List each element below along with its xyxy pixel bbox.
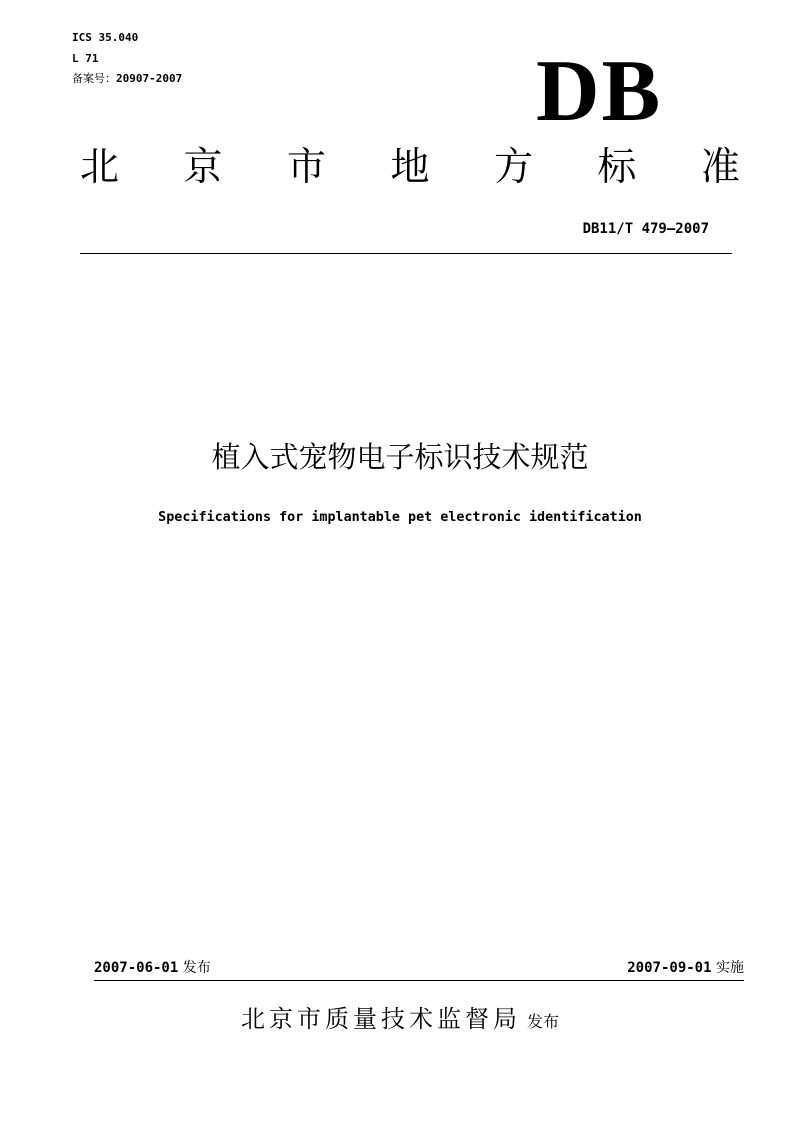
record-value: 20907-2007 — [116, 72, 183, 85]
document-title-english: Specifications for implantable pet electronic identification — [158, 510, 642, 525]
bottom-divider — [94, 980, 744, 981]
issue-date-value: 2007-06-01 — [94, 960, 179, 976]
record-number — [72, 72, 182, 86]
title-char: 市 — [286, 145, 326, 190]
implementation-label: 实施 — [716, 960, 744, 976]
l-code: L 71 — [72, 52, 99, 65]
issue-date — [94, 958, 211, 978]
title-char: 地 — [390, 145, 430, 190]
implementation-date — [627, 958, 744, 978]
document-title-chinese: 植入式宠物电子标识技术规范 — [211, 440, 589, 474]
ics-code: ICS 35.040 — [72, 31, 139, 44]
top-divider — [80, 253, 732, 254]
db-logo: DB — [536, 43, 663, 140]
title-char: 准 — [700, 145, 740, 190]
standard-type-title — [80, 142, 740, 194]
title-char: 北 — [80, 145, 120, 190]
title-char: 标 — [597, 145, 637, 190]
implementation-date-value: 2007-09-01 — [627, 960, 712, 976]
standard-number: DB11/T 479—2007 — [582, 221, 709, 237]
issuing-authority — [0, 1002, 800, 1039]
record-label: 备案号： — [72, 72, 116, 85]
title-char: 京 — [183, 145, 223, 190]
title-char: 方 — [493, 145, 533, 190]
authority-suffix: 发布 — [526, 1012, 559, 1031]
authority-name: 北京市质量技术监督局 — [240, 1005, 521, 1033]
issue-label: 发布 — [182, 960, 211, 976]
